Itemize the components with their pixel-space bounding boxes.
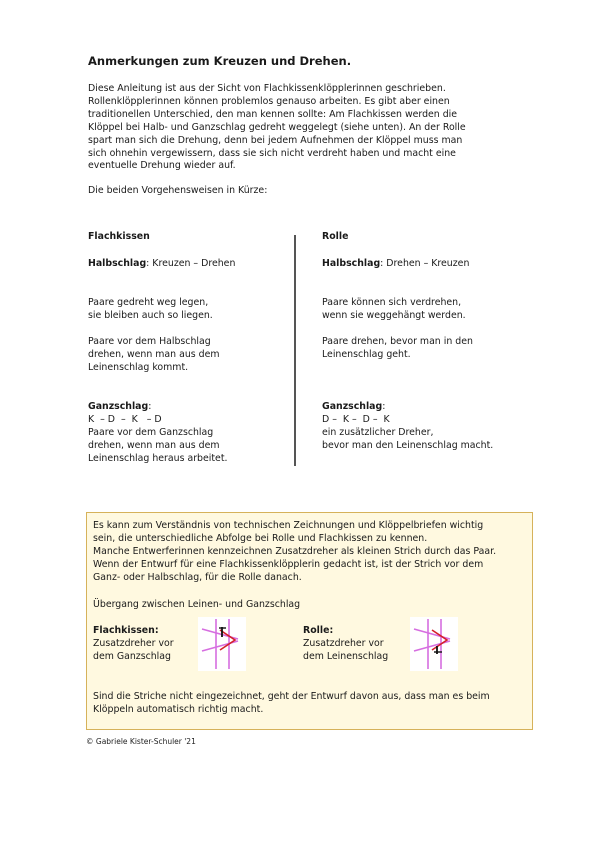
ganzschlag-colon: : — [148, 401, 152, 412]
text-line: Leinenschlag heraus arbeitet. — [88, 452, 228, 464]
column-divider — [294, 235, 296, 466]
intro-line: eventuelle Drehung wieder auf. — [88, 160, 236, 172]
flachkissen-halbschlag — [88, 258, 235, 271]
ganzschlag-heading — [88, 401, 227, 414]
flachkissen-example-label — [93, 625, 174, 664]
halbschlag-sequence: : Kreuzen – Drehen — [146, 258, 236, 269]
flachkissen-heading: Flachkissen — [88, 231, 150, 242]
ganzschlag-sequence: K – D – K – D — [88, 413, 162, 425]
text-line: Paare vor dem Halbschlag — [88, 336, 211, 347]
text-line: sie bleiben auch so liegen. — [88, 309, 213, 321]
rolle-para-1 — [322, 297, 466, 323]
text-line: Zusatzdreher vor — [303, 637, 384, 649]
halbschlag-label: Halbschlag — [322, 258, 381, 269]
flachkissen-para-1 — [88, 297, 213, 323]
ganzschlag-label: Ganzschlag — [322, 401, 383, 412]
text-line: wenn sie weggehängt werden. — [322, 309, 466, 321]
text-line: Paare können sich verdrehen, — [322, 297, 462, 308]
flachkissen-para-2 — [88, 336, 219, 375]
text-line: drehen, wenn man aus dem — [88, 439, 220, 451]
intro-line: Diese Anleitung ist aus der Sicht von Flachkissenklöpplerinnen geschrieben. — [88, 83, 446, 94]
rolle-halbschlag — [322, 258, 469, 271]
intro-line: sich ohnehin vergewissern, dass sie sich nicht verdreht haben und macht eine — [88, 147, 456, 159]
summary-lead: Die beiden Vorgehensweisen in Kürze: — [88, 185, 268, 196]
rolle-ganzschlag — [322, 401, 493, 453]
text-line: Zusatzdreher vor — [93, 637, 174, 649]
text-line: Sind die Striche nicht eingezeichnet, geht der Entwurf davon aus, dass man es beim — [93, 691, 490, 702]
intro-line: traditionellen Unterschied, den man kennen sollte: Am Flachkissen werden die — [88, 108, 458, 120]
transition-caption: Übergang zwischen Leinen- und Ganzschlag — [93, 599, 301, 610]
ganzschlag-colon: : — [382, 401, 386, 412]
text-line: Wenn der Entwurf für eine Flachkissenklöpplerin gedacht ist, ist der Strich vor dem — [93, 558, 484, 570]
info-box — [86, 512, 533, 730]
rolle-twist-svg — [410, 617, 458, 671]
text-line: sein, die unterschiedliche Abfolge bei Rolle und Flachkissen zu kennen. — [93, 532, 428, 544]
info-paragraph-1 — [93, 520, 496, 585]
ganzschlag-heading — [322, 401, 493, 414]
copyright-footer: © Gabriele Kister-Schuler '21 — [86, 737, 196, 746]
rolle-example-title: Rolle: — [303, 625, 334, 636]
ganzschlag-sequence: D – K – D – K — [322, 413, 390, 425]
text-line: Ganz- oder Halbschlag, für die Rolle danach. — [93, 571, 302, 583]
halbschlag-label: Halbschlag — [88, 258, 147, 269]
page-title: Anmerkungen zum Kreuzen und Drehen. — [88, 54, 352, 68]
intro-line: Klöppel bei Halb- und Ganzschlag gedreht weggelegt (siehe unten). An der Rolle — [88, 121, 466, 133]
rolle-example-label — [303, 625, 388, 664]
text-line: drehen, wenn man aus dem — [88, 348, 220, 360]
text-line: ein zusätzlicher Dreher, — [322, 426, 434, 438]
text-line: Leinenschlag kommt. — [88, 361, 189, 373]
flachkissen-twist-diagram — [198, 617, 246, 671]
text-line: Paare drehen, bevor man in den — [322, 336, 473, 347]
intro-line: Rollenklöpplerinnen können problemlos genauso arbeiten. Es gibt aber einen — [88, 95, 450, 107]
flachkissen-example-title: Flachkissen: — [93, 625, 159, 636]
text-line: bevor man den Leinenschlag macht. — [322, 439, 494, 451]
text-line: dem Leinenschlag — [303, 650, 389, 662]
text-line: Leinenschlag geht. — [322, 348, 411, 360]
text-line: Paare gedreht weg legen, — [88, 297, 209, 308]
text-line: dem Ganzschlag — [93, 650, 171, 662]
intro-paragraph — [88, 83, 508, 173]
text-line: Es kann zum Verständnis von technischen Zeichnungen und Klöppelbriefen wichtig — [93, 520, 484, 531]
info-paragraph-2 — [93, 691, 490, 717]
rolle-heading: Rolle — [322, 231, 349, 242]
text-line: Klöppeln automatisch richtig macht. — [93, 703, 264, 715]
text-line: Paare vor dem Ganzschlag — [88, 426, 214, 438]
intro-line: spart man sich die Drehung, denn bei jedem Aufnehmen der Klöppel muss man — [88, 134, 463, 146]
rolle-twist-diagram — [410, 617, 458, 671]
halbschlag-sequence: : Drehen – Kreuzen — [380, 258, 470, 269]
text-line: Manche Entwerferinnen kennzeichnen Zusatzdreher als kleinen Strich durch das Paar. — [93, 545, 497, 557]
passive-thread — [432, 630, 447, 650]
flachkissen-ganzschlag — [88, 401, 227, 466]
rolle-para-2 — [322, 336, 473, 362]
flachkissen-twist-svg — [198, 617, 246, 671]
ganzschlag-label: Ganzschlag — [88, 401, 149, 412]
